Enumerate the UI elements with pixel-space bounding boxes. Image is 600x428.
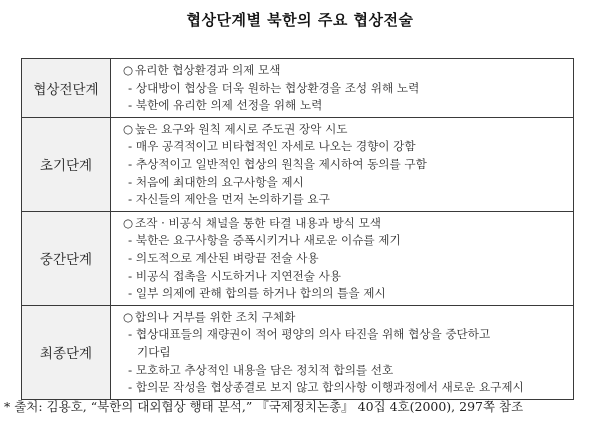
stage-label: 초기단계 (22, 117, 111, 211)
source-citation: * 출처: 김용호, “북한의 대외협상 행태 분석,” 『국제정치논총』 40집 4호(2000), 297쪽 참조 (4, 399, 524, 414)
table-row (22, 211, 574, 305)
dash-bullet-icon: - (128, 98, 133, 113)
dash-bullet-icon: - (128, 156, 133, 171)
document-title: 협상단계별 북한의 주요 협상전술 (186, 11, 414, 29)
circle-bullet-icon: ○ (123, 121, 134, 136)
stage-label: 협상전단계 (22, 59, 111, 118)
table-row (22, 305, 574, 399)
dash-bullet-icon: - (128, 174, 133, 189)
dash-bullet-icon: - (128, 192, 133, 207)
circle-bullet-icon: ○ (123, 215, 134, 230)
stage-content (111, 211, 574, 305)
table-row (22, 59, 574, 118)
list-item: - 북한에 유리한 의제 선정을 위해 노력 (128, 98, 323, 113)
list-item: - 일부 의제에 관해 합의를 하거나 합의의 틀을 제시 (128, 286, 386, 301)
dash-bullet-icon: - (128, 139, 133, 154)
dash-bullet-icon: - (128, 286, 133, 301)
dash-bullet-icon: - (128, 380, 133, 395)
list-item: - 협상대표들의 재량권이 적어 평양의 의사 타진을 위해 협상을 중단하고 (128, 327, 491, 342)
stage-heading: ○ 합의나 거부를 위한 조치 구체화 (119, 309, 573, 327)
stage-heading: ○ 유리한 협상환경과 의제 모색 (119, 62, 573, 80)
stage-heading: ○ 조작 · 비공식 채널을 통한 타결 내용과 방식 모색 (119, 215, 573, 233)
list-item: - 상대방이 협상을 더욱 원하는 협상환경을 조성 위해 노력 (128, 80, 420, 95)
list-item: - 합의문 작성을 협상종결로 보지 않고 합의사항 이행과정에서 새로운 요구제시 (128, 380, 524, 395)
dash-bullet-icon: - (128, 80, 133, 95)
circle-bullet-icon: ○ (123, 63, 134, 77)
circle-bullet-icon: ○ (123, 309, 134, 324)
stage-content (111, 117, 574, 211)
list-item: - 자신들의 제안을 먼저 논의하기를 요구 (128, 192, 330, 207)
stage-label: 중간단계 (22, 211, 111, 305)
dash-bullet-icon: - (128, 233, 133, 248)
negotiation-tactics-table (21, 58, 574, 400)
list-item: - 매우 공격적이고 비타협적인 자세로 나오는 경향이 강함 (128, 139, 416, 154)
list-item: - 처음에 최대한의 요구사항을 제시 (128, 174, 304, 189)
stage-content (111, 59, 574, 118)
stage-label: 최종단계 (22, 305, 111, 399)
stage-heading: ○ 높은 요구와 원칙 제시로 주도권 장악 시도 (119, 121, 573, 139)
dash-bullet-icon: - (128, 327, 133, 342)
table-row (22, 117, 574, 211)
list-item: - 비공식 접촉을 시도하거나 지연전술 사용 (128, 268, 342, 283)
list-item: - 추상적이고 일반적인 협상의 원칙을 제시하여 동의를 구함 (128, 156, 427, 171)
list-item: - 북한은 요구사항을 증폭시키거나 새로운 이슈를 제기 (128, 233, 401, 248)
dash-bullet-icon: - (128, 250, 133, 265)
list-item-continuation: 기다림 (137, 344, 171, 359)
list-item: - 모호하고 추상적인 내용을 담은 정치적 합의를 선호 (128, 362, 394, 377)
dash-bullet-icon: - (128, 362, 133, 377)
stage-content (111, 305, 574, 399)
list-item: - 의도적으로 계산된 벼랑끝 전술 사용 (128, 250, 319, 265)
dash-bullet-icon: - (128, 268, 133, 283)
